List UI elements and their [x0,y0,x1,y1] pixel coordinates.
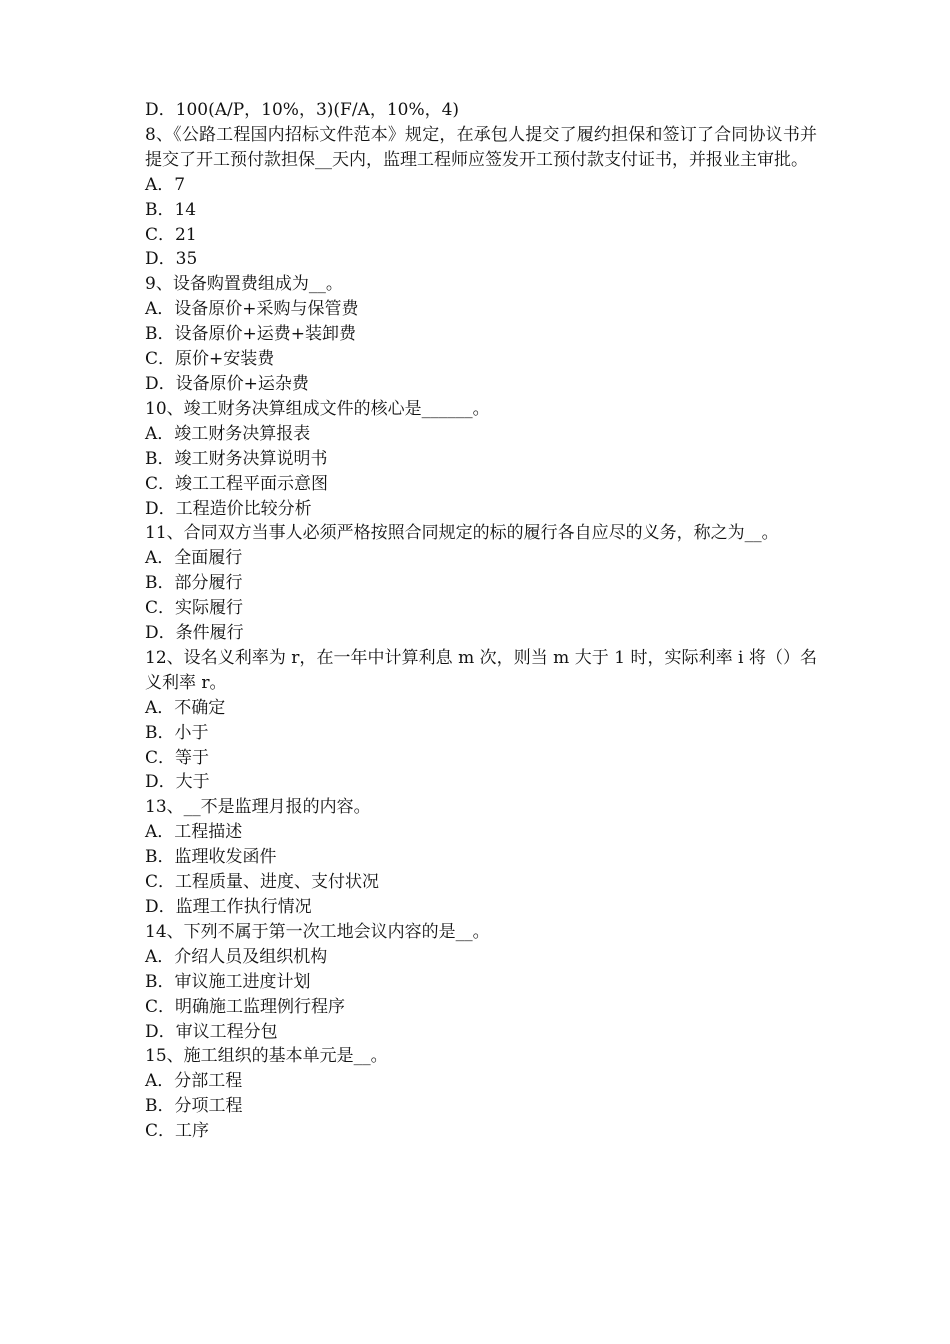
answer-option: B．审议施工进度计划 [145,971,311,992]
answer-option: A．不确定 [145,697,226,718]
question-text: 13、__不是监理月报的内容。 [145,797,371,818]
answer-option: D．100(A/P，10%，3)(F/A，10%，4) [145,100,460,120]
answer-option: A．分部工程 [145,1071,243,1092]
answer-option: A．7 [145,174,186,195]
question-text: 12、设名义利率为 r，在一年中计算利息 m 次，则当 m 大于 1 时，实际利率 i 将（）名义利率 r。 [145,647,817,693]
answer-option: C．工序 [145,1121,210,1142]
answer-option: D．条件履行 [145,623,244,644]
answer-option: A．介绍人员及组织机构 [145,946,328,967]
answer-option: A．全面履行 [145,548,243,569]
answer-option: B．部分履行 [145,573,243,594]
answer-option: B．监理收发函件 [145,847,277,868]
question-text: 10、竣工财务决算组成文件的核心是______。 [145,398,490,419]
answer-option: C．原价+安装费 [145,349,275,370]
document-page [145,98,817,1144]
answer-option: D．工程造价比较分析 [145,498,312,519]
question-text: 9、设备购置费组成为__。 [145,274,343,295]
answer-option: A．设备原价+采购与保管费 [145,299,359,320]
question-text: 8、《公路工程国内招标文件范本》规定，在承包人提交了履约担保和签订了合同协议书并提交了开工预付款担保__天内，监理工程师应签发开工预付款支付证书，并报业主审批。 [145,124,817,170]
answer-option: D．35 [145,249,198,270]
answer-option: C．工程质量、进度、支付状况 [145,872,380,893]
answer-option: C．明确施工监理例行程序 [145,996,346,1017]
answer-option: D．大于 [145,772,210,793]
answer-option: B．14 [145,199,197,220]
answer-option: B．设备原价+运费+装卸费 [145,324,356,345]
question-text: 11、合同双方当事人必须严格按照合同规定的标的履行各自应尽的义务，称之为__。 [145,523,779,544]
answer-option: B．竣工财务决算说明书 [145,448,328,469]
answer-option: C．实际履行 [145,598,244,619]
answer-option: B．小于 [145,722,209,743]
question-text: 14、下列不属于第一次工地会议内容的是__。 [145,921,490,942]
answer-option: A．工程描述 [145,822,243,843]
answer-option: B．分项工程 [145,1096,243,1117]
answer-option: C．等于 [145,747,210,768]
answer-option: A．竣工财务决算报表 [145,423,311,444]
answer-option: D．设备原价+运杂费 [145,373,309,394]
answer-option: D．审议工程分包 [145,1021,278,1042]
answer-option: C．竣工工程平面示意图 [145,473,329,494]
question-text: 15、施工组织的基本单元是__。 [145,1046,388,1067]
answer-option: D．监理工作执行情况 [145,897,312,917]
answer-option: C．21 [145,224,197,245]
